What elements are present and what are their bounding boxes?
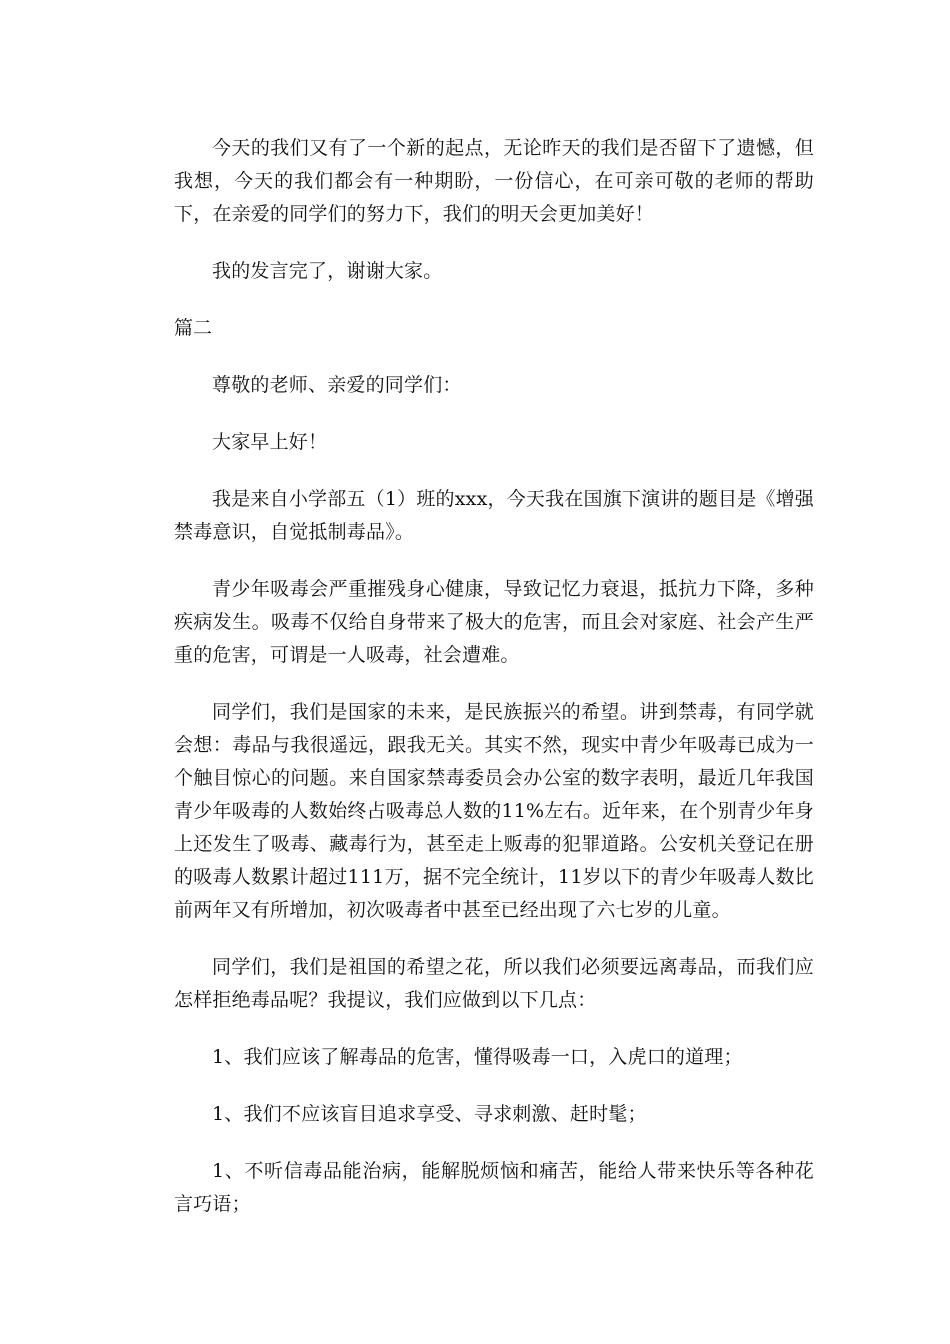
paragraph-gap: [174, 549, 814, 573]
paragraph-gap: [174, 1017, 814, 1041]
paragraph-gap: [174, 1131, 814, 1155]
paragraph-gap: [174, 231, 814, 255]
list-item-point-3: 1、不听信毒品能治病，能解脱烦恼和痛苦，能给人带来快乐等各种花言巧语；: [174, 1160, 814, 1215]
paragraph-gap: [174, 345, 814, 369]
paragraph-proposal: 同学们，我们是祖国的希望之花，所以我们必须要远离毒品，而我们应怎样拒绝毒品呢？我提议，我们应做到以下几点：: [174, 956, 814, 1011]
paragraph-gap: [174, 459, 814, 483]
paragraph-statistics: 同学们，我们是国家的未来，是民族振兴的希望。讲到禁毒，有同学就会想：毒品与我很遥远，跟我无关。其实不然，现实中青少年吸毒已成为一个触目惊心的问题。来自国家禁毒委员会办公室的数字表明，最近几年我国青少年吸毒的人数始终占吸毒总人数的11%左右。近年来，在个别青少年身上还发生了吸毒、藏毒行为，甚至走上贩毒的犯罪道路。公安机关登记在册的吸毒人数累计超过111万，据不完全统计，11岁以下的青少年吸毒人数比前两年又有所增加，初次吸毒者中甚至已经出现了六七岁的儿童。: [174, 701, 814, 921]
section-heading: 篇二: [174, 317, 213, 339]
paragraph-salutation: 尊敬的老师、亲爱的同学们：: [212, 374, 462, 396]
paragraph-drug-harm: 青少年吸毒会严重摧残身心健康，导致记忆力衰退，抵抗力下降，多种疾病发生。吸毒不仅给自身带来了极大的危害，而且会对家庭、社会产生严重的危害，可谓是一人吸毒，社会遭难。: [174, 578, 814, 666]
paragraph-gap: [174, 288, 814, 312]
paragraph-new-start: 今天的我们又有了一个新的起点，无论昨天的我们是否留下了遗憾，但我想，今天的我们都会有一种期盼，一份信心，在可亲可敬的老师的帮助下，在亲爱的同学们的努力下，我们的明天会更加美好！: [174, 137, 814, 225]
list-item-point-1: 1、我们应该了解毒品的危害，懂得吸毒一口，入虎口的道理；: [212, 1046, 743, 1068]
paragraph-gap: [174, 672, 814, 696]
paragraph-gap: [174, 927, 814, 951]
paragraph-gap: [174, 402, 814, 426]
list-item-point-2: 1、我们不应该盲目追求享受、寻求刺激、赶时髦；: [212, 1103, 647, 1125]
paragraph-speech-topic: 我是来自小学部五（1）班的xxx，今天我在国旗下演讲的题目是《增强禁毒意识，自觉抵制毒品》。: [174, 488, 814, 543]
paragraph-gap: [174, 1074, 814, 1098]
document-body: [174, 132, 814, 1221]
paragraph-closing-thanks: 我的发言完了，谢谢大家。: [212, 260, 443, 282]
paragraph-greeting: 大家早上好！: [212, 431, 328, 453]
